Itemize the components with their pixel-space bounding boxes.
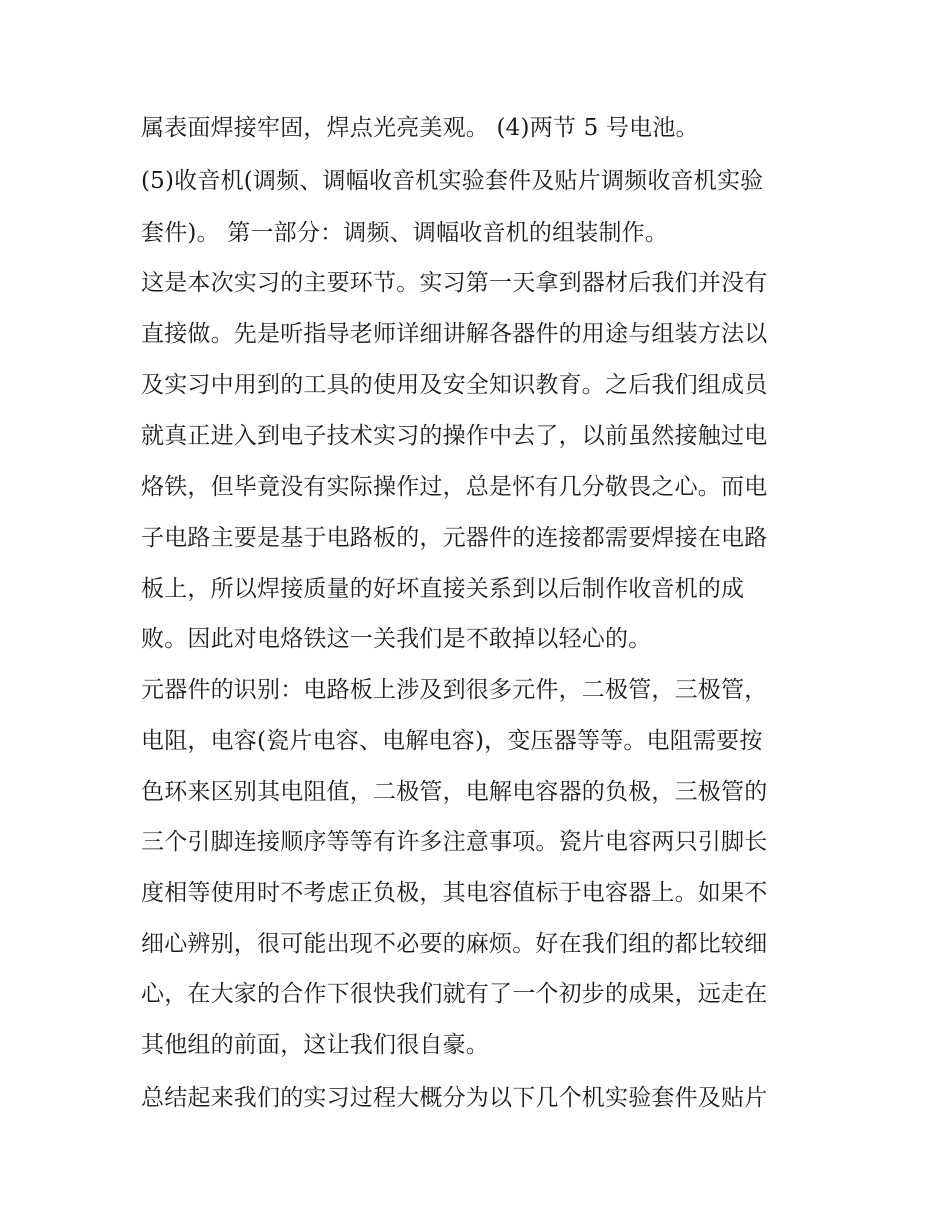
text-line: 属表面焊接牢固，焊点光亮美观。 (4)两节 5 号电池。 [141,115,699,141]
text-line: 色环来区别其电阻值，二极管，电解电容器的负极，三极管的 [141,779,768,805]
text-line: 败。因此对电烙铁这一关我们是不敢掉以轻心的。 [141,626,652,652]
text-line: 元器件的识别：电路板上涉及到很多元件，二极管，三极管， [141,677,768,703]
text-line: 总结起来我们的实习过程大概分为以下几个机实验套件及贴片 [141,1085,768,1111]
text-line: 子电路主要是基于电路板的，元器件的连接都需要焊接在电路 [141,525,768,551]
text-line: 板上，所以焊接质量的好坏直接关系到以后制作收音机的成 [141,576,745,602]
text-line: 就真正进入到电子技术实习的操作中去了，以前虽然接触过电 [141,423,768,449]
text-line: 度相等使用时不考虑正负极，其电容值标于电容器上。如果不 [141,880,768,906]
text-line: 这是本次实习的主要环节。实习第一天拿到器材后我们并没有 [141,270,768,296]
text-line: 其他组的前面，这让我们很自豪。 [141,1032,489,1058]
text-line: 电阻，电容(瓷片电容、电解电容)，变压器等等。电阻需要按 [141,728,763,754]
text-line: 及实习中用到的工具的使用及安全知识教育。之后我们组成员 [141,372,768,398]
text-line: 烙铁，但毕竟没有实际操作过，总是怀有几分敬畏之心。而电 [141,474,768,500]
text-line: 心，在大家的合作下很快我们就有了一个初步的成果，远走在 [141,981,768,1007]
text-line: 套件)。 第一部分：调频、调幅收音机的组装制作。 [141,220,669,246]
text-line: 细心辨别，很可能出现不必要的麻烦。好在我们组的都比较细 [141,931,768,957]
text-line: (5)收音机(调频、调幅收音机实验套件及贴片调频收音机实验 [141,168,764,194]
text-line: 三个引脚连接顺序等等有许多注意事项。瓷片电容两只引脚长 [141,829,768,855]
text-line: 直接做。先是听指导老师详细讲解各器件的用途与组装方法以 [141,321,768,347]
